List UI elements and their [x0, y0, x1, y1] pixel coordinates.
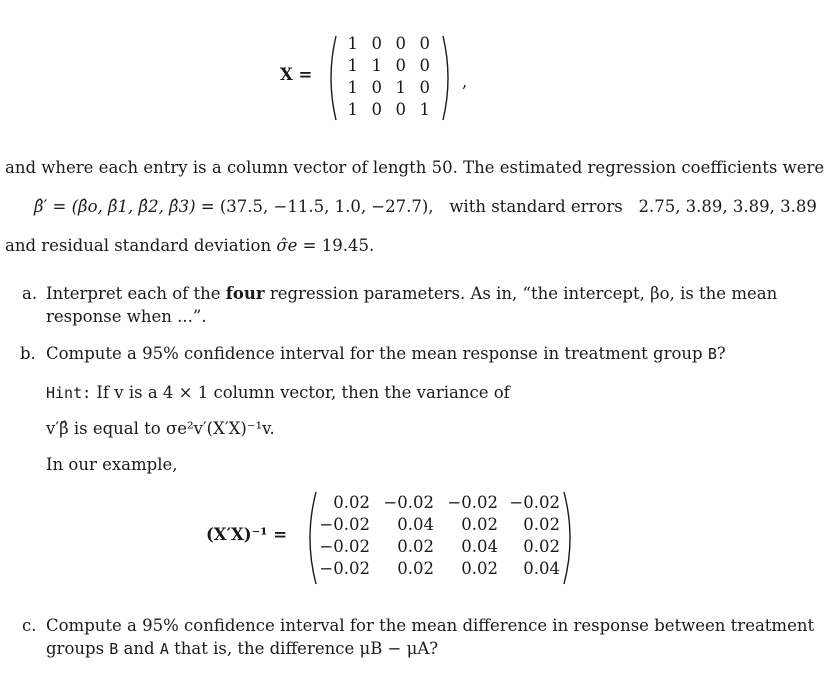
x-matrix-cell: 0: [371, 34, 382, 53]
part-a-bold-four: four: [225, 284, 265, 303]
xtx-matrix-cell: 0.04: [397, 515, 434, 534]
x-matrix-cell: 0: [395, 56, 406, 75]
hint-line1: [46, 383, 510, 402]
x-matrix-cell: 1: [419, 100, 430, 119]
xtx-matrix-cell: −0.02: [447, 493, 498, 512]
part-a-text-post: regression parameters. As in, “the intercept, βo, is the mean: [269, 284, 778, 303]
part-b-question: [46, 344, 726, 363]
standard-errors-values: 2.75, 3.89, 3.89, 3.89: [638, 197, 817, 216]
xtx-matrix-cell: −0.02: [509, 493, 560, 512]
x-matrix-cell: 0: [371, 78, 382, 97]
xtx-matrix-cell: −0.02: [319, 537, 370, 556]
xtx-matrix-cell: 0.02: [397, 559, 434, 578]
part-c-line2: [46, 639, 438, 658]
part-b-marker: b.: [20, 344, 36, 363]
x-matrix-cell: 1: [347, 56, 358, 75]
standard-errors-label: with standard errors: [449, 197, 623, 216]
beta-estimates-line: [34, 197, 817, 216]
part-c-and: and: [123, 639, 155, 658]
x-matrix-right-paren: [441, 34, 455, 122]
part-a-text-pre: Interpret each of the: [46, 284, 221, 303]
xtx-matrix-cell: 0.02: [461, 515, 498, 534]
hint-line2: v′β̂ is equal to σe²v′(X′X)⁻¹v.: [46, 419, 275, 438]
x-matrix-cell: 1: [371, 56, 382, 75]
residual-sd-line: [5, 236, 374, 255]
xtx-matrix-cell: 0.02: [461, 559, 498, 578]
beta-values: (37.5, −11.5, 1.0, −27.7),: [219, 197, 434, 216]
xtx-matrix-cell: −0.02: [319, 559, 370, 578]
xtx-matrix-cell: 0.04: [461, 537, 498, 556]
part-c-line1: Compute a 95% confidence interval for the mean difference in response between treatment: [46, 616, 815, 635]
x-matrix-cell: 1: [347, 100, 358, 119]
part-a-marker: a.: [22, 284, 38, 303]
part-b-text-pre: Compute a 95% confidence interval for the mean response in treatment group: [46, 344, 703, 363]
xtx-matrix-cell: 0.02: [523, 537, 560, 556]
x-matrix-left-paren: [324, 34, 338, 122]
x-matrix-cell: 0: [419, 56, 430, 75]
part-b-group: B: [707, 345, 717, 363]
hint-text: If v is a 4 × 1 column vector, then the variance of: [96, 383, 510, 402]
xtx-matrix-body: [318, 493, 560, 578]
part-c-group-b: B: [109, 640, 119, 658]
part-a-line1: [46, 284, 777, 303]
xtx-matrix-cell: 0.02: [397, 537, 434, 556]
xtx-matrix-cell: −0.02: [319, 515, 370, 534]
x-matrix-cell: 0: [395, 100, 406, 119]
part-c-text-post: that is, the difference μB − μA?: [174, 639, 439, 658]
residual-symbol: σ̂e: [276, 236, 298, 255]
xtx-inverse-label: (X′X)⁻¹ =: [206, 525, 288, 544]
x-matrix-trailing-comma: ,: [462, 72, 468, 91]
part-c-group-a: A: [159, 640, 169, 658]
part-c-text-pre: groups: [46, 639, 105, 658]
xtx-matrix-cell: −0.02: [383, 493, 434, 512]
xtx-matrix-cell: 0.02: [523, 515, 560, 534]
x-matrix-cell: 1: [347, 34, 358, 53]
x-matrix-cell: 0: [395, 34, 406, 53]
hint-label: Hint:: [46, 384, 92, 402]
x-matrix-cell: 0: [371, 100, 382, 119]
xtx-matrix-cell: 0.02: [333, 493, 370, 512]
x-matrix-body: [340, 34, 430, 119]
example-text: In our example,: [46, 455, 178, 474]
part-b-text-post: ?: [716, 344, 726, 363]
x-matrix-cell: 1: [395, 78, 406, 97]
xtx-right-paren: [562, 490, 578, 586]
x-matrix-cell: 0: [419, 34, 430, 53]
x-matrix-label: X =: [280, 65, 313, 84]
beta-lhs: β̂′ = (β̂o, β̂1, β̂2, β̂3) =: [34, 197, 215, 216]
xtx-left-paren: [302, 490, 318, 586]
x-matrix-cell: 1: [347, 78, 358, 97]
coefficients-intro: and where each entry is a column vector of length 50. The estimated regression coefficients were: [5, 158, 825, 177]
part-a-line2: response when ...”.: [46, 307, 207, 326]
residual-value: = 19.45.: [302, 236, 375, 255]
residual-prefix: and residual standard deviation: [5, 236, 272, 255]
xtx-matrix-cell: 0.04: [523, 559, 560, 578]
x-matrix-cell: 0: [419, 78, 430, 97]
part-c-marker: c.: [22, 616, 37, 635]
